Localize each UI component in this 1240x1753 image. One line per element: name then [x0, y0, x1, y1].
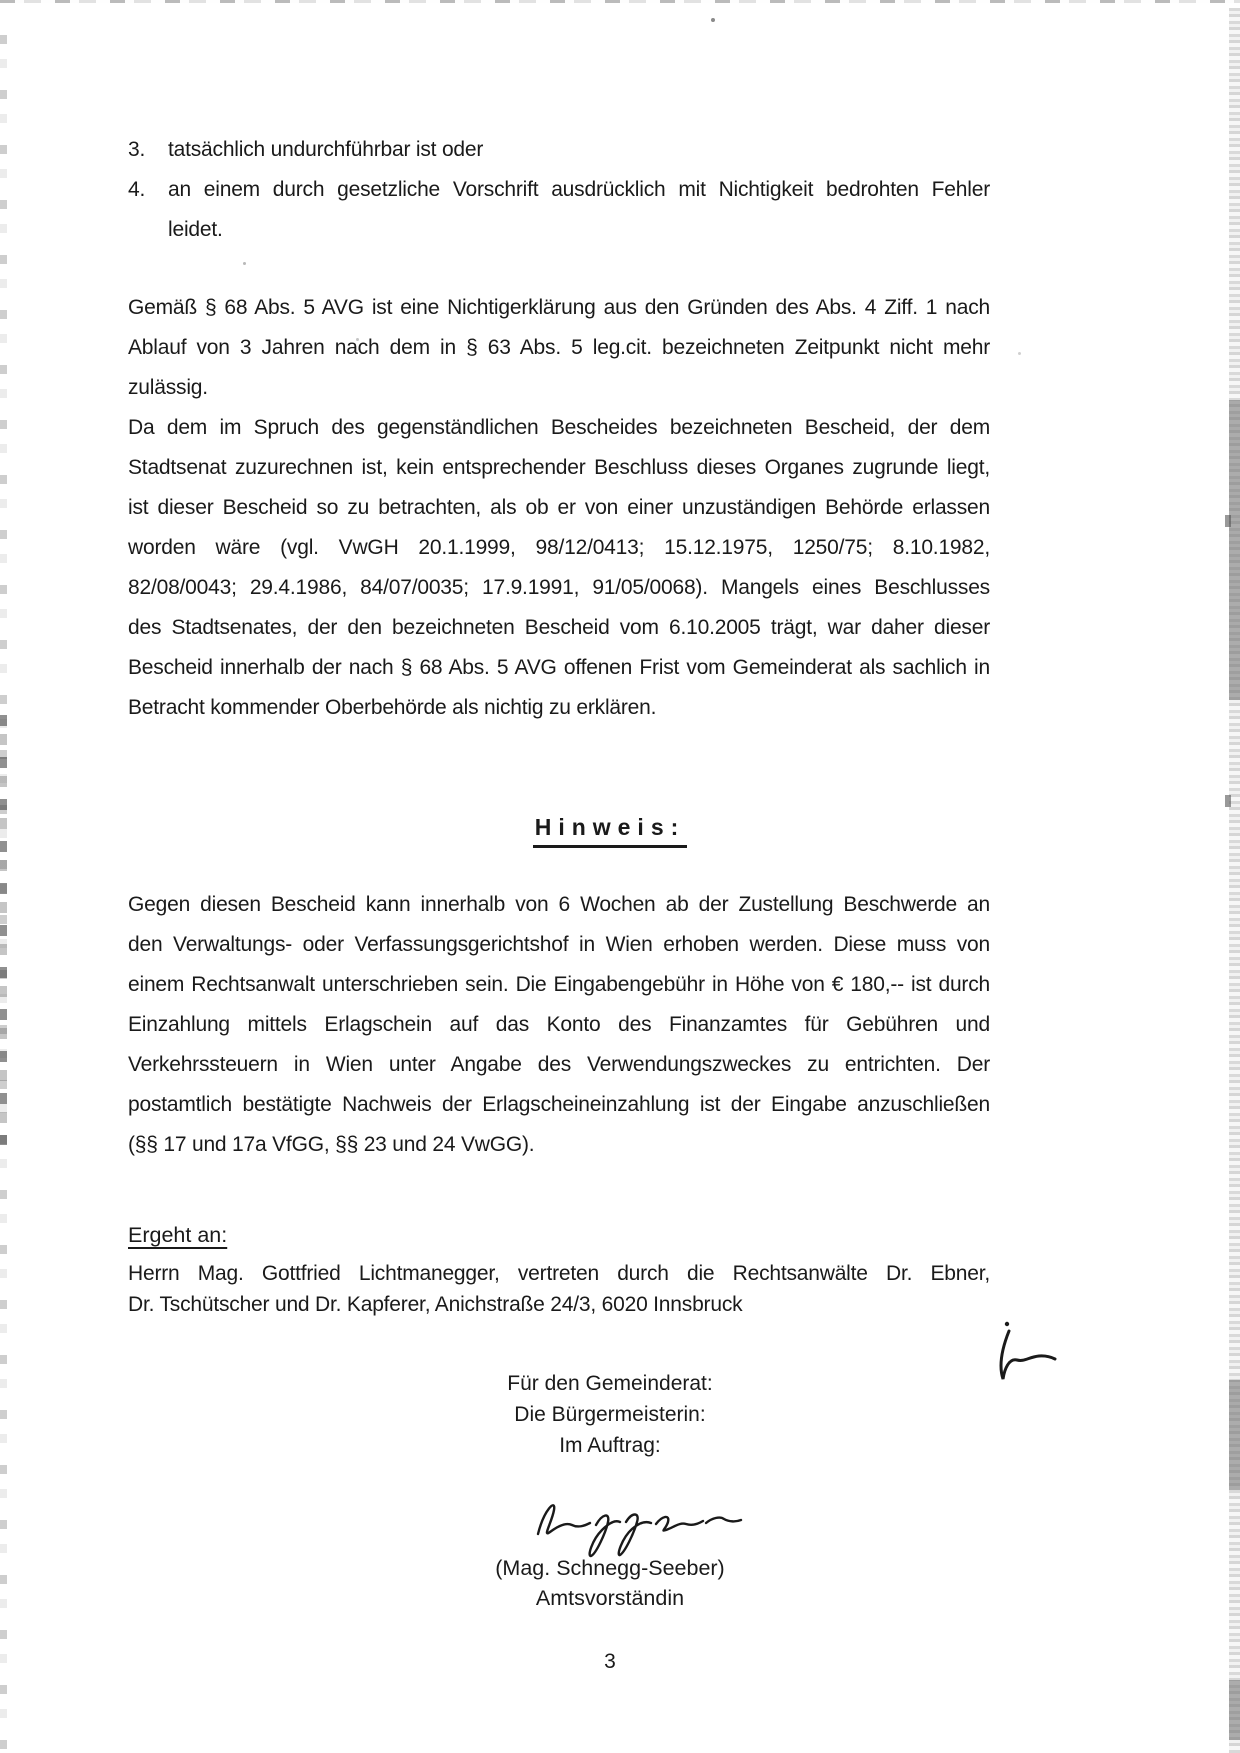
list-item-marker: 4.: [128, 178, 146, 201]
text-line: Da dem im Spruch des gegenständlichen Bescheides bezeichneten Bescheid, der dem: [128, 416, 990, 439]
scan-artifact-tick: [1225, 795, 1231, 807]
scan-artifact-right-segment: [1229, 1680, 1240, 1740]
text-line: Gemäß § 68 Abs. 5 AVG ist eine Nichtigerklärung aus den Gründen des Abs. 4 Ziff. 1 nach: [128, 296, 990, 319]
scan-artifact-speck: [1018, 352, 1021, 355]
recipient-address: [128, 1258, 990, 1320]
scan-artifact-speck: [243, 262, 246, 265]
paragraph-begruendung: [128, 408, 990, 728]
list-item-marker: 3.: [128, 138, 146, 161]
text-line: (§§ 17 und 17a VfGG, §§ 23 und 24 VwGG).: [128, 1133, 535, 1156]
ergeht-an-heading: Ergeht an:: [128, 1223, 228, 1247]
hinweis-heading: Hinweis:: [0, 812, 1220, 848]
closing-block: [0, 1368, 1220, 1461]
text-line: den Verwaltungs- oder Verfassungsgerichtshof in Wien erhoben werden. Diese muss von: [128, 933, 990, 956]
text-line: Bescheid innerhalb der nach § 68 Abs. 5 AVG offenen Frist vom Gemeinderat als sachlich in: [128, 656, 990, 679]
text-line: tatsächlich undurchführbar ist oder: [168, 138, 484, 161]
text-line: Einzahlung mittels Erlagschein auf das Konto des Finanzamtes für Gebühren und: [128, 1013, 990, 1036]
page-number: 3: [604, 1650, 616, 1673]
text-line: ist dieser Bescheid so zu betrachten, als ob er von einer unzuständigen Behörde erlassen: [128, 496, 990, 519]
text-line: zulässig.: [128, 376, 208, 399]
text-line: Verkehrssteuern in Wien unter Angabe des Verwendungszweckes zu entrichten. Der: [128, 1053, 990, 1076]
text-line: worden wäre (vgl. VwGH 20.1.1999, 98/12/0413; 15.12.1975, 1250/75; 8.10.1982,: [128, 536, 990, 559]
paragraph-avg-frist: [128, 288, 990, 408]
list-item-text: [168, 130, 990, 170]
closing-line: Im Auftrag:: [559, 1434, 661, 1457]
signer-name: (Mag. Schnegg-Seeber): [495, 1556, 725, 1580]
closing-line: Die Bürgermeisterin:: [514, 1403, 706, 1426]
handwritten-signature-icon: [530, 1492, 745, 1558]
list-item-3: [128, 130, 990, 170]
scan-artifact-right-edge: [1229, 8, 1240, 1753]
scan-artifact-top-edge: [0, 0, 1240, 3]
scan-artifact-right-segment: [1229, 1380, 1240, 1490]
text-line: an einem durch gesetzliche Vorschrift ausdrücklich mit Nichtigkeit bedrohten Fehler: [168, 178, 990, 201]
text-line: Stadtsenat zuzurechnen ist, kein entsprechender Beschluss dieses Organes zugrunde liegt,: [128, 456, 990, 479]
text-line: des Stadtsenates, der den bezeichneten Bescheid vom 6.10.2005 trägt, war daher dieser: [128, 616, 990, 639]
closing-line: Für den Gemeinderat:: [507, 1372, 713, 1395]
text-line: leidet.: [168, 218, 223, 241]
scan-artifact-tick: [1225, 515, 1231, 527]
list-item-text: [168, 170, 990, 250]
text-line: postamtlich bestätigte Nachweis der Erlagscheineinzahlung ist der Eingabe anzuschließen: [128, 1093, 990, 1116]
scan-artifact-speck: [711, 18, 715, 22]
signer-role: Amtsvorständin: [535, 1586, 685, 1610]
numbered-list: [128, 130, 990, 250]
text-line: Ablauf von 3 Jahren nach dem in § 63 Abs. 5 leg.cit. bezeichneten Zeitpunkt nicht mehr: [128, 336, 990, 359]
signer-block: [0, 1553, 1220, 1613]
list-item-4: [128, 170, 990, 250]
text-line: Betracht kommender Oberbehörde als nichtig zu erklären.: [128, 696, 657, 719]
text-line: Dr. Tschütscher und Dr. Kapferer, Anichstraße 24/3, 6020 Innsbruck: [128, 1293, 743, 1316]
scan-artifact-right-segment: [1229, 400, 1240, 700]
text-line: Herrn Mag. Gottfried Lichtmanegger, vertreten durch die Rechtsanwälte Dr. Ebner,: [128, 1262, 990, 1285]
text-line: Gegen diesen Bescheid kann innerhalb von 6 Wochen ab der Zustellung Beschwerde an: [128, 893, 990, 916]
scan-artifact-left-edge-dark: [0, 715, 7, 1145]
paragraph-rechtsmittelbelehrung: [128, 885, 990, 1165]
text-line: einem Rechtsanwalt unterschrieben sein. Die Eingabengebühr in Höhe von € 180,-- ist durch: [128, 973, 990, 996]
text-line: 82/08/0043; 29.4.1986, 84/07/0035; 17.9.1991, 91/05/0068). Mangels eines Beschlusses: [128, 576, 990, 599]
